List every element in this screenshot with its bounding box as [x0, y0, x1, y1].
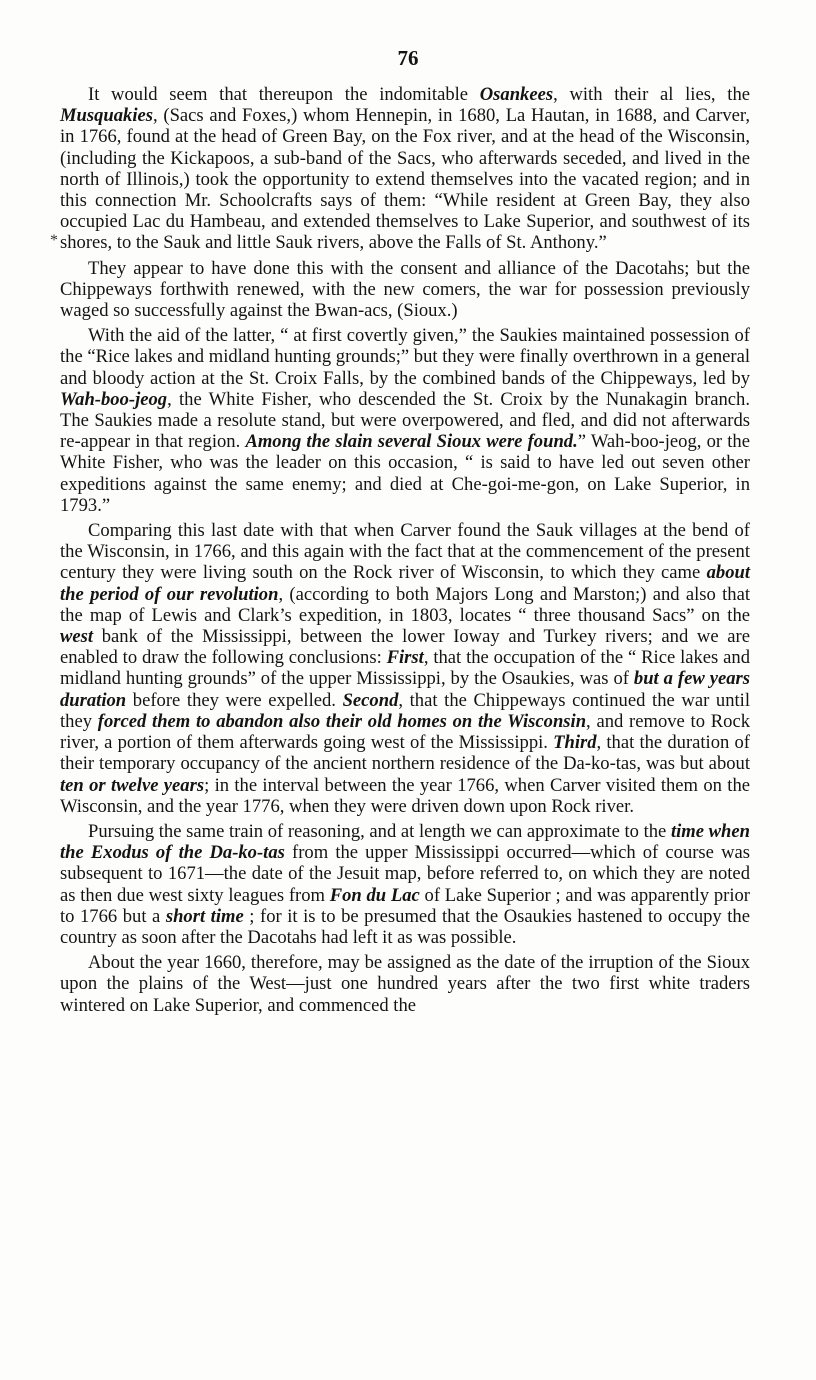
italic-text: about the period of our revolution [60, 562, 750, 605]
italic-text: Wah-boo-jeog [60, 388, 168, 410]
italic-text: west [60, 626, 94, 648]
italic-text: Osankees [479, 84, 554, 105]
italic-text: Musquakies [60, 105, 153, 127]
text-run: from the upper Mississippi occurred—which of course was subsequent to 1671—the date of the Jesuit map, before referred to, on which they are noted as then due west sixty leagues from [60, 842, 750, 906]
paragraph [60, 325, 750, 516]
text-run: , and remove to Rock river, a portion of them afterwards going west of the Mississippi. [60, 710, 750, 754]
margin-asterisk-mark: * [50, 232, 58, 249]
text-run: Pursuing the same train of reasoning, and at length we can approximate to the [88, 820, 671, 842]
text-run: , (Sacs and Foxes,) whom Hennepin, in 1680, La Hautan, in 1688, and Carver, in 1766, found at the head of Green Bay, on the Fox river, and at the head of the Wisconsin, (including the Kickapoos, a sub-band of the Sacs, who afterwards seceded, and lived in the north of Illinois,) took the opportunity to extend themselves into the vacated region; and in this connection Mr. Schoolcrafts says of them: “While resident at Green Bay, they also occupied Lac du Hambeau, and extended themselves to Lake Superior, and southwest of its shores, to the Sauk and little Sauk rivers, above the Falls of St. Anthony.” [60, 105, 750, 254]
text-run: About the year 1660, therefore, may be assigned as the date of the irruption of the Sioux upon the plains of the West—just one hundred years after the two first white traders wintered on Lake Superior, and commenced the [60, 952, 750, 1016]
text-run: ; for it is to be presumed that the Osaukies hastened to occupy the country as soon after the Dacotahs had left it as was possible. [60, 905, 750, 948]
italic-text: ten or twelve years [60, 774, 205, 796]
text-run: Comparing this last date with that when Carver found the Sauk villages at the bend of the Wisconsin, in 1766, and this again with the fact that at the commencement of the present century they were living south on the Rock river of Wisconsin, to which they came [60, 520, 750, 584]
text-run: , that the Chippeways continued the war until they [60, 689, 750, 732]
paragraph [60, 952, 750, 1016]
text-run: bank of the Mississippi, between the lower Ioway and Turkey rivers; and we are enabled to draw the following conclusions: [60, 626, 750, 669]
text-run: , that the occupation of the “ Rice lakes and midland hunting grounds” of the upper Mississippi, by the Osaukies, was of [60, 647, 750, 690]
text-run: It would seem that thereupon the indomitable [88, 84, 480, 105]
text-run: , that the duration of their temporary occupancy of the ancient northern residence of the Da-ko-tas, was but about [60, 732, 750, 775]
text-body [60, 84, 750, 1020]
text-run: of Lake Superior ; and was apparently prior to 1766 but a [60, 884, 750, 927]
italic-text: but a few years duration [60, 668, 750, 711]
text-run: ; in the interval between the year 1766, when Carver visited them on the Wisconsin, and the year 1776, when they were driven down upon Rock river. [60, 774, 750, 817]
text-run: ” Wah-boo-jeog, or the White Fisher, who was the leader on this occasion, “ is said to have led out seven other expeditions against the same enemy; and died at Che-goi-me-gon, on Lake Superior, in 1793.” [60, 431, 750, 516]
text-run: , the White Fisher, who descended the St. Croix by the Nunakagin branch. The Saukies made a resolute stand, but were overpowered, and fled, and did not afterwards re-appear in that region. [60, 388, 750, 453]
italic-text: Second [342, 689, 399, 711]
italic-text: short time [165, 905, 244, 927]
paragraph [60, 821, 750, 948]
italic-text: Fon du Lac [329, 884, 420, 906]
text-run: , (according to both Majors Long and Marston;) and also that the map of Lewis and Clark’s expedition, in 1803, locates “ three thousand Sacs” on the [60, 583, 750, 626]
text-run: before they were expelled. [126, 689, 343, 711]
paragraph [60, 258, 750, 322]
text-run: They appear to have done this with the consent and alliance of the Dacotahs; but the Chippeways forthwith renewed, with the new comers, the war for possession previously waged so successfully against the Bwan-acs, (Sioux.) [60, 257, 750, 322]
italic-text: forced them to abandon also their old homes on the Wisconsin [97, 710, 587, 732]
paragraph [60, 84, 750, 254]
italic-text: time when the Exodus of the Da-ko-tas [60, 820, 750, 864]
italic-text: Third [553, 732, 597, 754]
page-number: 76 [397, 46, 419, 70]
paragraph [60, 520, 750, 817]
text-run: With the aid of the latter, “ at first covertly given,” the Saukies maintained possession of the “Rice lakes and midland hunting grounds;” but they were finally overthrown in a general and bloody action at the St. Croix Falls, by the combined bands of the Chippeways, led by [60, 325, 750, 389]
italic-text: First [386, 647, 424, 669]
text-run: , with their al lies, the [553, 84, 750, 105]
italic-text: Among the slain several Sioux were found. [245, 431, 578, 453]
